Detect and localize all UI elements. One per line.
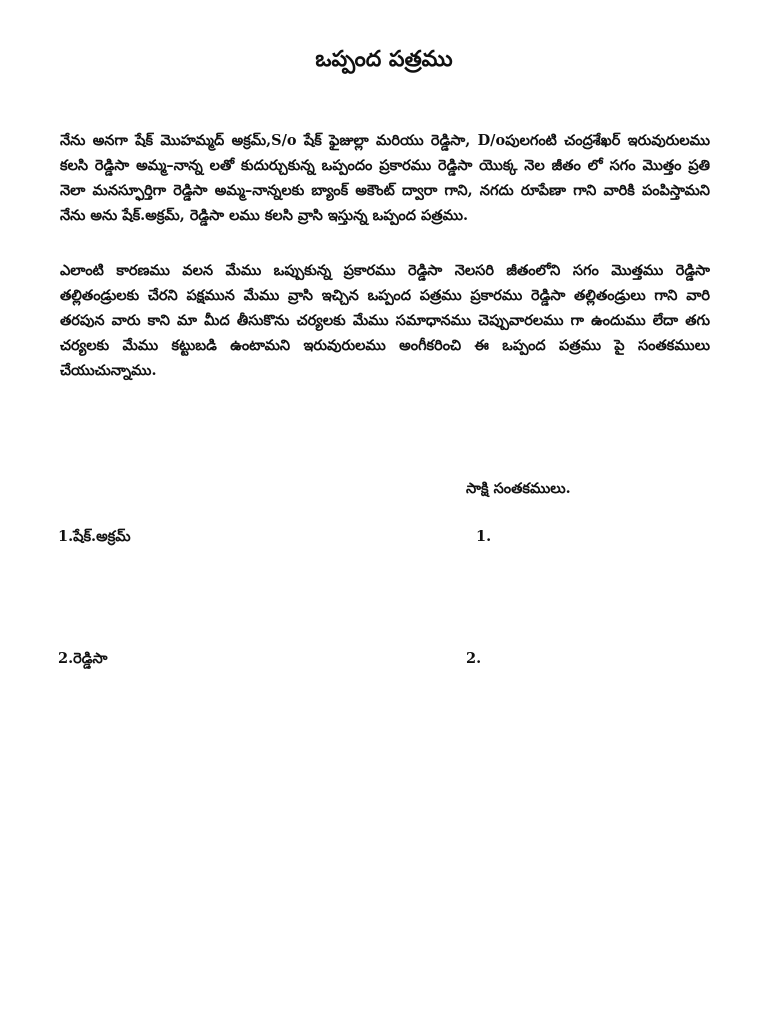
witness-signature-1: 1. xyxy=(476,528,492,545)
document-title: ఒప్పంద పత్రము xyxy=(315,46,453,72)
agreement-paragraph-1: నేను అనగా షేక్ మొహమ్మద్ అక్రమ్,S/o షేక్ ఫైజుల్లా మరియు రెడ్డిసా, D/oపులగంటి చంద్రశేఖర్ ఇరువురులము కలసి రెడ్డిసా అమ్మ–నాన్న లతో కుదుర్చుకున్న ఒప్పందం ప్రకారము రెడ్డిసా యొక్క నెల జీతం లో సగం మొత్తం ప్రతి నెలా మనస్ఫూర్తిగా రెడ్డిసా అమ్మ–నాన్నలకు బ్యాంక్ అకౌంట్ ద్వారా గాని, నగదు రూపేణా గాని వారికి పంపిస్తామని నేను అను షేక్.అక్రమ్, రెడ్డిసా లము కలసి వ్రాసి ఇస్తున్న ఒప్పంద పత్రము. xyxy=(60,132,710,224)
agreement-paragraph-2: ఎలాంటి కారణము వలన మేము ఒప్పుకున్న ప్రకారము రెడ్డిసా నెలసరి జీతంలోని సగం మొత్తము రెడ్డిసా తల్లితండ్రులకు చేరని పక్షమున మేము వ్రాసి ఇచ్చిన ఒప్పంద పత్రము ప్రకారము రెడ్డిసా తల్లితండ్రులు గాని వారి తరపున వారు కాని మా మీద తీసుకొను చర్యలకు మేము సమాధానము చెప్పువారలము గా ఉందుము లేదా తగు చర్యలకు మేము కట్టుబడి ఉంటామని ఇరువురులము అంగీకరించి ఈ ఒప్పంద పత్రము పై సంతకములు చేయుచున్నాము. xyxy=(60,262,710,379)
witness-signature-2: 2. xyxy=(466,650,482,667)
party-signature-2: 2.రెడ్డిసా xyxy=(58,650,108,667)
witness-signatures-heading: సాక్షి సంతకములు. xyxy=(466,480,571,497)
party-signature-1: 1.షేక్.అక్రమ్ xyxy=(58,528,131,545)
